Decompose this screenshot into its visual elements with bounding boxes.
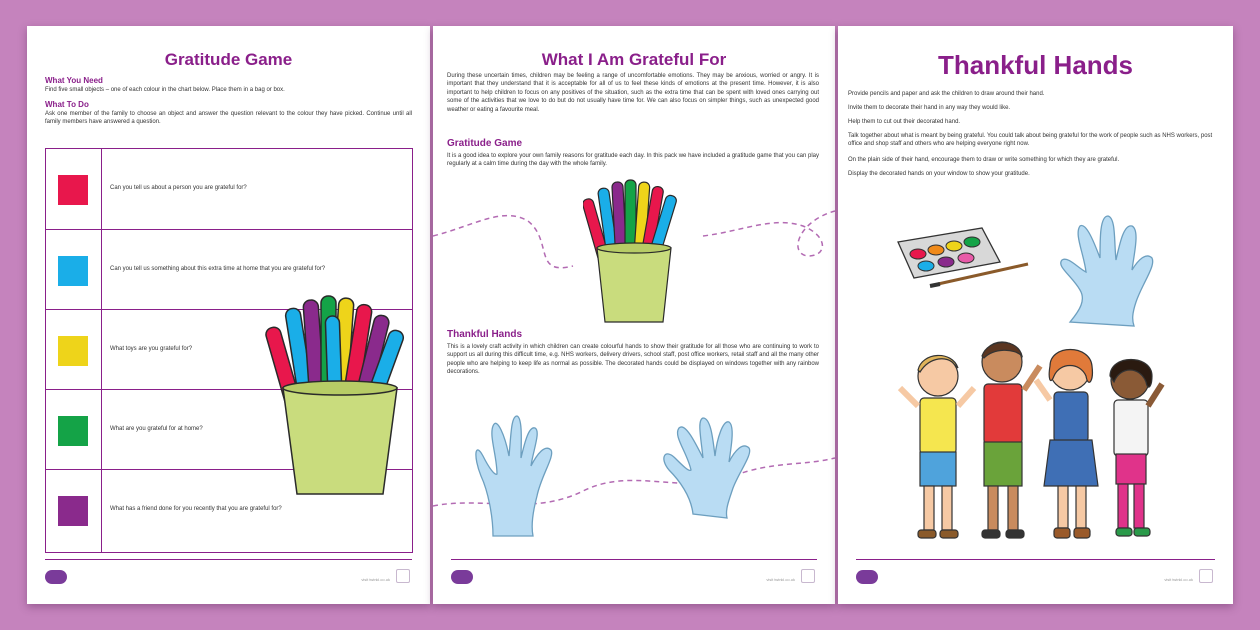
question-text: Can you tell us about a person you are grateful for? bbox=[110, 185, 247, 191]
step-text: Display the decorated hands on your window to show your gratitude. bbox=[848, 171, 1030, 177]
page-title: What I Am Grateful For bbox=[541, 50, 727, 69]
step-text: Provide pencils and paper and ask the children to draw around their hand. bbox=[848, 91, 1045, 97]
color-swatch-purple bbox=[58, 496, 88, 526]
page-what-i-am-grateful-for bbox=[433, 26, 835, 604]
footer-divider bbox=[856, 559, 1215, 560]
gratitude-game-heading: Gratitude Game bbox=[447, 138, 523, 149]
twinkl-logo bbox=[856, 570, 878, 584]
gratitude-game-text: It is a good idea to explore your own family reasons for gratitude each day. In this pack we have included a gratitude game that you can play regularly at a calm time during the day with the whole family. bbox=[447, 153, 819, 168]
twinkl-logo bbox=[45, 570, 67, 584]
step-text: On the plain side of their hand, encourage them to draw or write something for which they are grateful. bbox=[848, 157, 1120, 163]
page-title: Thankful Hands bbox=[937, 50, 1133, 80]
paint-palette-illustration bbox=[890, 222, 1030, 292]
color-swatch-green bbox=[58, 416, 88, 446]
step-text: Invite them to decorate their hand in any way they would like. bbox=[848, 105, 1011, 111]
page-gratitude-game bbox=[27, 26, 430, 604]
footer-url: visit twinkl.co.uk bbox=[361, 577, 390, 582]
color-swatch-yellow bbox=[58, 336, 88, 366]
hands-illustration bbox=[433, 396, 835, 556]
lolly-sticks-cup-illustration bbox=[583, 176, 683, 326]
thankful-hands-heading: Thankful Hands bbox=[447, 329, 523, 340]
badge-icon bbox=[1199, 569, 1213, 583]
question-text: What are you grateful for at home? bbox=[110, 426, 203, 432]
children-illustration bbox=[890, 326, 1180, 556]
what-to-do-heading: What To Do bbox=[45, 100, 89, 109]
hand-cutout-illustration bbox=[1050, 210, 1160, 330]
step-text: Help them to cut out their decorated hand. bbox=[848, 119, 961, 125]
page-thankful-hands bbox=[838, 26, 1233, 604]
badge-icon bbox=[801, 569, 815, 583]
what-you-need-heading: What You Need bbox=[45, 76, 103, 85]
page-title: Gratitude Game bbox=[164, 50, 293, 69]
color-swatch-blue bbox=[58, 256, 88, 286]
footer-divider bbox=[45, 559, 412, 560]
question-text: What has a friend done for you recently that you are grateful for? bbox=[110, 506, 282, 512]
lolly-sticks-cup-illustration bbox=[265, 288, 415, 500]
what-you-need-text: Find five small objects – one of each colour in the chart below. Place them in a bag or box. bbox=[45, 87, 285, 93]
intro-text: During these uncertain times, children may be feeling a range of uncomfortable emotions. They may be anxious, worried or angry. It is important that they understand that it is acceptable for all of us to feel these kinds of emotions at the present time. However, it is also important to help children to focus on any positives of the situation, such as the extra time that can be spent with loved ones carrying out some of the activities that we love to do but do not usually have time for. We can also focus on simpler things, such as unexpected good weather or eating a favourite meal. bbox=[447, 73, 819, 113]
footer-url: visit twinkl.co.uk bbox=[1164, 577, 1193, 582]
table-row bbox=[46, 149, 412, 229]
color-swatch-red bbox=[58, 175, 88, 205]
thankful-hands-text: This is a lovely craft activity in which children can create colourful hands to show their gratitude for all those who are continuing to work to support us all during this difficult time, e.g. NHS workers, delivery drivers, school staff, post office workers, retail staff and all the many other people who are helping to keep life as normal as possible. The decorated hands could be displayed on windows together with any rainbow decorations. bbox=[447, 344, 819, 376]
twinkl-logo bbox=[451, 570, 473, 584]
footer-divider bbox=[451, 559, 817, 560]
question-text: Can you tell us something about this extra time at home that you are grateful for? bbox=[110, 266, 326, 272]
footer-url: visit twinkl.co.uk bbox=[766, 577, 795, 582]
badge-icon bbox=[396, 569, 410, 583]
what-to-do-text: Ask one member of the family to choose an object and answer the question relevant to the colour they have picked. Continue until all family members have answered a question. bbox=[45, 111, 412, 126]
step-text: Talk together about what is meant by being grateful. You could talk about being grateful for the work of people such as NHS workers, post office and shop staff and others who are helping everyone right now. bbox=[848, 133, 1213, 147]
question-text: What toys are you grateful for? bbox=[110, 346, 193, 352]
